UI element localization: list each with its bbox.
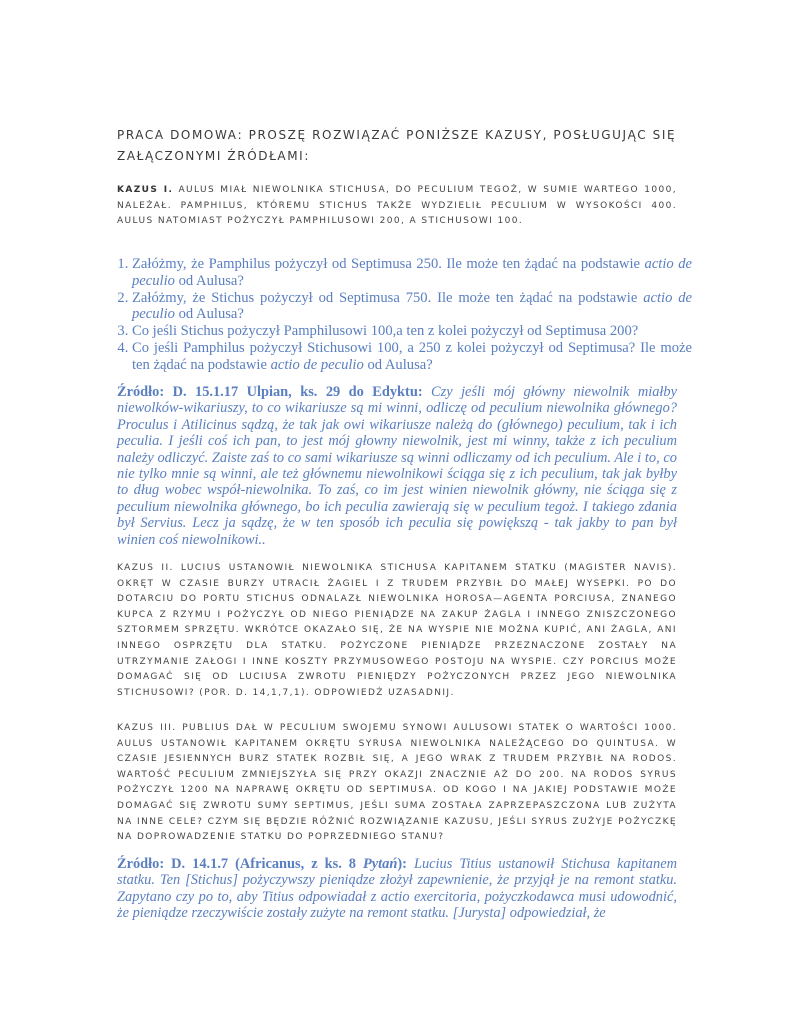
source-2-text: Lucius Titius ustanowił Stichusa kapitanem statku. Ten [Stichus] pożyczywszy pieniądze złożył zapewnienie, że przyjął je na remont statku. Zapytano czy po to, aby Titius odpowiadał z actio exercitoria, pożyczkodawca musi udowodnić, że pieniądze rzeczywiście zostały zużyte na remont statku. [Jurysta] odpowiedział, że <box>117 856 677 922</box>
case-2 <box>117 558 677 698</box>
case-3 <box>117 718 677 843</box>
source-2 <box>117 856 677 922</box>
case-1-text: aulus miał niewolnika stichusa, do peculium tegoż, w sumie wartego 1000, należał. pamphilus, któremu stichus także wydzielił peculium w wysokości 400. aulus natomiast pożyczył pamphilusowi 200, a stichusowi 100. <box>117 180 678 227</box>
case-2-label: kazus ii. <box>117 558 174 573</box>
page-title: praca domowa: proszę rozwiązać poniższe kazusy, posługując się załączonymi źródłami: <box>117 124 677 165</box>
source-1 <box>117 384 677 548</box>
question-item: 1. Załóżmy, że Pamphilus pożyczył od Septimusa 250. Ile może ten żądać na podstawie actio de peculio od Aulusa? <box>132 256 692 290</box>
case-3-label: kazus iii. <box>117 718 177 733</box>
case-1-label: kazus i. <box>117 180 174 195</box>
source-1-label: Źródło: D. 15.1.17 Ulpian, ks. 29 do Edyktu: <box>117 384 423 400</box>
question-item: 2. Załóżmy, że Stichus pożyczył od Septimusa 750. Ile może ten żądać na podstawie actio de peculio od Aulusa? <box>132 290 692 324</box>
case-2-text: lucius ustanowił niewolnika stichusa kapitanem statku (magister navis). okręt w czasie burzy utracił żagiel i z trudem przybił do małej wysepki. po do dotarciu do portu stichus odnalazł niewolnika horosa—agenta porciusa, znanego kupca z rzymu i pożyczył od niego pieniądze na zakup żagla i innego zniszczonego sztormem sprzętu. wkrótce okazało się, że na wyspie nie można kupić, ani żagla, ani innego osprzętu dla statku. pożyczone pieniądze przeznaczone zostały na utrzymanie załogi i inne koszty przymusowego postoju na wyspie. czy porcius może domagać się od luciusa zwrotu pieniędzy pożyczonych przez jego niewolnika stichusowi? (por. d. 14,1,7,1). odpowiedź uzasadnij. <box>117 558 678 698</box>
question-item: 3. Co jeśli Stichus pożyczył Pamphilusowi 100,a ten z kolei pożyczył od Septimusa 200? <box>132 323 692 340</box>
question-item: 4. Co jeśli Pamphilus pożyczył Stichusowi 100, a 250 z kolei pożyczył od Septimusa? Ile może ten żądać na podstawie actio de peculio od Aulusa? <box>132 340 692 374</box>
source-2-label: Źródło: D. 14.1.7 (Africanus, z ks. 8 Pytań): <box>117 856 407 872</box>
question-list <box>117 256 692 374</box>
case-1 <box>117 180 677 227</box>
case-3-text: publius dał w peculium swojemu synowi aulusowi statek o wartości 1000. aulus ustanowił kapitanem okrętu syrusa niewolnika należącego do quintusa. w czasie jesiennych burz statek rozbił się, a jego wrak z trudem przybił na rodos. wartość peculium zmniejszyła się przy okazji znacznie aż do 200. na rodos syrus pożyczył 1200 na naprawę okrętu od septimusa. od kogo i na jakiej podstawie może domagać się zwrotu sumy septimus, jeśli suma została zaprzepaszczona lub zużyta na inne cele? czym się będzie różnić rozwiązanie kazusu, jeśli syrus zużyje pożyczkę na doprowadzenie statku do poprzedniego stanu? <box>117 718 677 843</box>
source-1-text: Czy jeśli mój główny niewolnik miałby niewolków-wikariuszy, to co wikariusze są mi winni, odliczę od peculium niewolnika głównego? Proculus i Atilicinus sądzą, że tak jak owi wikariusze należą do (głównego) peculium, tak i ich peculia. I jeśli coś ich pan, to jest mój głowny niewolnik, jest mi winny, także z ich peculium należy odliczyć. Zaiste zaś to co sami wikariusze są winni odliczamy od ich peculium. Ale i to, co nie tylko mnie są winni, ale też głównemu niewolnikowi ściąga się z ich peculium, tak jak byłby to dług wobec współ-niewolnika. To zaś, co im jest winien niewolnik główny, nie ściąga się z peculium niewolnika głównego, bo ich peculia zawierają się w peculium tegoż. I takiego zdania był Servius. Lecz ja sądzę, że w ten sposób ich peculia się powiększą - tak jakby to pan był winien coś niewolnikowi.. <box>117 384 677 548</box>
